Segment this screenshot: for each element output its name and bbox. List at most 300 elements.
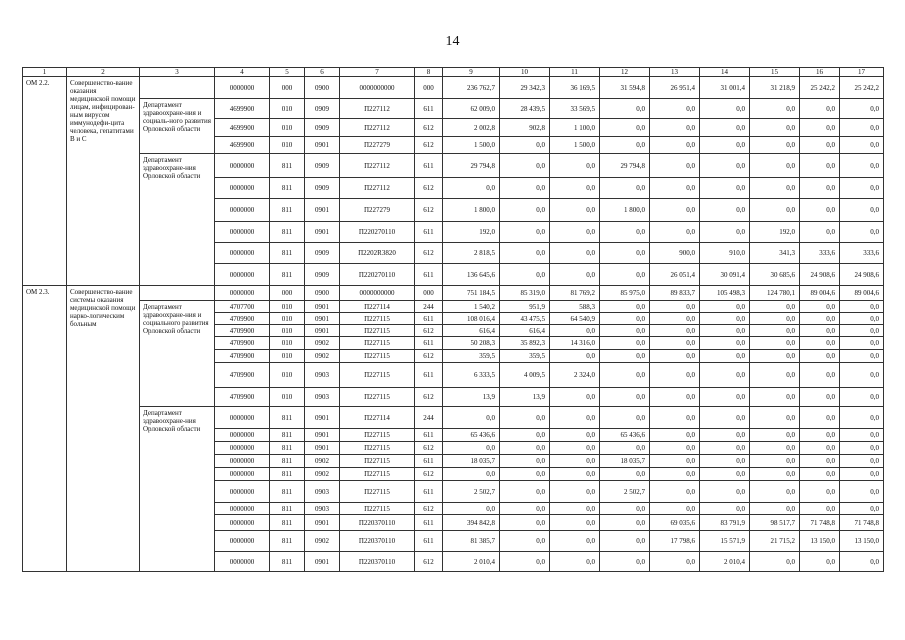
code-cell: 811 — [270, 199, 305, 222]
code-cell: 0901 — [305, 199, 340, 222]
amount-cell: 21 715,2 — [750, 531, 800, 552]
amount-cell: 0,0 — [443, 178, 500, 199]
total-row — [23, 77, 884, 99]
amount-cell: 0,0 — [800, 407, 840, 429]
amount-cell: 0,0 — [600, 99, 650, 119]
code-cell: 611 — [415, 429, 443, 442]
table-row — [23, 99, 884, 119]
amount-cell: 81 769,2 — [550, 286, 600, 301]
code-cell: 0909 — [305, 264, 340, 286]
amount-cell: 0,0 — [750, 407, 800, 429]
amount-cell: 0,0 — [750, 337, 800, 350]
code-cell: 0901 — [305, 515, 340, 531]
amount-cell: 0,0 — [650, 455, 700, 468]
code-cell: 0901 — [305, 407, 340, 429]
table-row — [23, 301, 884, 313]
amount-cell: 2 010,4 — [443, 552, 500, 572]
amount-cell: 0,0 — [800, 199, 840, 222]
amount-cell: 0,0 — [750, 154, 800, 178]
code-cell: 811 — [270, 455, 305, 468]
amount-cell: 18 035,7 — [443, 455, 500, 468]
amount-cell: 0,0 — [750, 481, 800, 503]
amount-cell: 0,0 — [650, 337, 700, 350]
amount-cell: 65 436,6 — [600, 429, 650, 442]
code-cell: 811 — [270, 154, 305, 178]
amount-cell: 13 150,0 — [840, 531, 884, 552]
amount-cell: 0,0 — [750, 178, 800, 199]
amount-cell: 0,0 — [750, 552, 800, 572]
code-cell: 0000000 — [215, 531, 270, 552]
amount-cell: 136 645,6 — [443, 264, 500, 286]
amount-cell: 0,0 — [750, 99, 800, 119]
amount-cell: 0,0 — [700, 363, 750, 388]
amount-cell: 0,0 — [750, 363, 800, 388]
code-cell: 0902 — [305, 531, 340, 552]
amount-cell: 0,0 — [650, 222, 700, 243]
amount-cell: 2 502,7 — [600, 481, 650, 503]
amount-cell: 0,0 — [550, 154, 600, 178]
amount-cell: 0,0 — [840, 313, 884, 325]
amount-cell: 0,0 — [600, 503, 650, 515]
responsible-executor: Департамент здравоохране-ния и социаль-ного развития Орловской области — [140, 99, 215, 154]
amount-cell: 0,0 — [600, 552, 650, 572]
page-number: 14 — [445, 34, 460, 49]
amount-cell: 0,0 — [700, 313, 750, 325]
amount-cell: 0,0 — [700, 388, 750, 407]
amount-cell: 616,4 — [443, 325, 500, 337]
code-cell: 612 — [415, 243, 443, 264]
amount-cell: 0,0 — [840, 468, 884, 481]
amount-cell: 0,0 — [840, 178, 884, 199]
table-row — [23, 407, 884, 429]
code-cell: 0000000 — [215, 77, 270, 99]
amount-cell: 0,0 — [650, 350, 700, 363]
amount-cell: 24 908,6 — [840, 264, 884, 286]
code-cell: 0000000 — [215, 503, 270, 515]
amount-cell: 62 009,0 — [443, 99, 500, 119]
header-cell: 3 — [140, 68, 215, 77]
amount-cell: 0,0 — [550, 325, 600, 337]
amount-cell: 902,8 — [500, 119, 550, 137]
code-cell: 010 — [270, 325, 305, 337]
amount-cell: 0,0 — [600, 264, 650, 286]
amount-cell: 35 892,3 — [500, 337, 550, 350]
header-cell: 9 — [443, 68, 500, 77]
header-cell: 8 — [415, 68, 443, 77]
amount-cell: 108 016,4 — [443, 313, 500, 325]
code-cell: 611 — [415, 481, 443, 503]
amount-cell: 0,0 — [750, 468, 800, 481]
amount-cell: 0,0 — [840, 337, 884, 350]
amount-cell: 0,0 — [500, 503, 550, 515]
code-cell: 0901 — [305, 137, 340, 154]
responsible-executor: Департамент здравоохране-ния Орловской области — [140, 154, 215, 286]
amount-cell: 0,0 — [840, 363, 884, 388]
amount-cell: 65 436,6 — [443, 429, 500, 442]
code-cell: 611 — [415, 264, 443, 286]
amount-cell: 0,0 — [550, 243, 600, 264]
amount-cell: 25 242,2 — [800, 77, 840, 99]
code-cell: 611 — [415, 337, 443, 350]
code-cell: П227115 — [340, 503, 415, 515]
code-cell: 811 — [270, 407, 305, 429]
code-cell: 0903 — [305, 503, 340, 515]
amount-cell: 28 439,5 — [500, 99, 550, 119]
code-cell: 010 — [270, 388, 305, 407]
code-cell: 0901 — [305, 301, 340, 313]
amount-cell: 0,0 — [800, 552, 840, 572]
code-cell: П227115 — [340, 442, 415, 455]
amount-cell: 105 498,3 — [700, 286, 750, 301]
code-cell: 611 — [415, 363, 443, 388]
code-cell: 612 — [415, 442, 443, 455]
amount-cell: 0,0 — [550, 442, 600, 455]
code-cell: 000 — [415, 77, 443, 99]
amount-cell: 0,0 — [650, 407, 700, 429]
header-cell: 5 — [270, 68, 305, 77]
amount-cell: 0,0 — [600, 222, 650, 243]
code-cell: 811 — [270, 429, 305, 442]
amount-cell: 0,0 — [700, 199, 750, 222]
code-cell: 0900 — [305, 286, 340, 301]
code-cell: 010 — [270, 337, 305, 350]
code-cell: 4709900 — [215, 388, 270, 407]
amount-cell: 29 794,8 — [600, 154, 650, 178]
amount-cell: 0,0 — [650, 363, 700, 388]
amount-cell: 2 502,7 — [443, 481, 500, 503]
amount-cell: 0,0 — [500, 468, 550, 481]
code-cell: 0000000 — [215, 481, 270, 503]
amount-cell: 0,0 — [650, 325, 700, 337]
amount-cell: 13,9 — [500, 388, 550, 407]
amount-cell: 0,0 — [600, 468, 650, 481]
amount-cell: 0,0 — [650, 301, 700, 313]
amount-cell: 0,0 — [600, 119, 650, 137]
responsible-empty-cell — [140, 286, 215, 301]
code-cell: П227112 — [340, 178, 415, 199]
amount-cell: 0,0 — [550, 552, 600, 572]
amount-cell: 0,0 — [550, 222, 600, 243]
amount-cell: 0,0 — [800, 350, 840, 363]
header-cell: 10 — [500, 68, 550, 77]
amount-cell: 30 091,4 — [700, 264, 750, 286]
code-cell: П227115 — [340, 481, 415, 503]
amount-cell: 0,0 — [700, 407, 750, 429]
code-cell: 811 — [270, 481, 305, 503]
amount-cell: 30 685,6 — [750, 264, 800, 286]
code-cell: 0901 — [305, 313, 340, 325]
amount-cell: 0,0 — [800, 178, 840, 199]
amount-cell: 71 748,8 — [800, 515, 840, 531]
amount-cell: 0,0 — [700, 137, 750, 154]
amount-cell: 0,0 — [443, 407, 500, 429]
amount-cell: 0,0 — [800, 137, 840, 154]
amount-cell: 0,0 — [600, 243, 650, 264]
amount-cell: 36 169,5 — [550, 77, 600, 99]
code-cell: П227115 — [340, 363, 415, 388]
code-cell: 611 — [415, 531, 443, 552]
amount-cell: 0,0 — [650, 119, 700, 137]
code-cell: П2202R3820 — [340, 243, 415, 264]
amount-cell: 0,0 — [650, 99, 700, 119]
amount-cell: 0,0 — [750, 119, 800, 137]
code-cell: 4709900 — [215, 363, 270, 388]
total-row — [23, 286, 884, 301]
amount-cell: 0,0 — [800, 363, 840, 388]
amount-cell: 0,0 — [750, 442, 800, 455]
code-cell: 0901 — [305, 552, 340, 572]
responsible-empty-cell — [140, 77, 215, 99]
code-cell: 0903 — [305, 481, 340, 503]
measure-name: Совершенство-вание системы оказания медицинской помощи нарко-логическим больным — [67, 286, 140, 572]
amount-cell: 0,0 — [750, 388, 800, 407]
amount-cell: 0,0 — [700, 337, 750, 350]
amount-cell: 31 218,9 — [750, 77, 800, 99]
amount-cell: 0,0 — [800, 154, 840, 178]
code-cell: 611 — [415, 99, 443, 119]
amount-cell: 0,0 — [650, 552, 700, 572]
amount-cell: 0,0 — [840, 455, 884, 468]
code-cell: П227115 — [340, 350, 415, 363]
amount-cell: 81 385,7 — [443, 531, 500, 552]
amount-cell: 0,0 — [840, 137, 884, 154]
code-cell: П220370110 — [340, 552, 415, 572]
code-cell: 0000000 — [215, 154, 270, 178]
amount-cell: 31 594,8 — [600, 77, 650, 99]
amount-cell: 0,0 — [700, 99, 750, 119]
code-cell: 0000000 — [215, 286, 270, 301]
code-cell: 010 — [270, 119, 305, 137]
header-cell: 11 — [550, 68, 600, 77]
amount-cell: 69 035,6 — [650, 515, 700, 531]
amount-cell: 0,0 — [650, 481, 700, 503]
header-cell: 13 — [650, 68, 700, 77]
amount-cell: 0,0 — [700, 468, 750, 481]
amount-cell: 0,0 — [840, 481, 884, 503]
amount-cell: 0,0 — [800, 337, 840, 350]
amount-cell: 0,0 — [800, 455, 840, 468]
code-cell: 0000000 — [215, 407, 270, 429]
amount-cell: 0,0 — [750, 325, 800, 337]
amount-cell: 0,0 — [700, 455, 750, 468]
code-cell: 612 — [415, 119, 443, 137]
amount-cell: 0,0 — [600, 137, 650, 154]
amount-cell: 1 800,0 — [600, 199, 650, 222]
code-cell: 0902 — [305, 455, 340, 468]
code-cell: 0000000 — [215, 442, 270, 455]
amount-cell: 0,0 — [800, 99, 840, 119]
amount-cell: 0,0 — [840, 429, 884, 442]
header-cell: 2 — [67, 68, 140, 77]
code-cell: 0902 — [305, 350, 340, 363]
amount-cell: 0,0 — [840, 301, 884, 313]
amount-cell: 2 818,5 — [443, 243, 500, 264]
amount-cell: 0,0 — [550, 515, 600, 531]
amount-cell: 0,0 — [600, 178, 650, 199]
amount-cell: 18 035,7 — [600, 455, 650, 468]
code-cell: 4699900 — [215, 137, 270, 154]
code-cell: 0909 — [305, 243, 340, 264]
amount-cell: 15 571,9 — [700, 531, 750, 552]
amount-cell: 0,0 — [600, 313, 650, 325]
code-cell: 000 — [270, 286, 305, 301]
amount-cell: 0,0 — [550, 503, 600, 515]
amount-cell: 0,0 — [600, 407, 650, 429]
budget-table — [22, 67, 884, 572]
amount-cell: 0,0 — [650, 178, 700, 199]
amount-cell: 85 319,0 — [500, 286, 550, 301]
code-cell: 244 — [415, 301, 443, 313]
code-cell: 4709900 — [215, 350, 270, 363]
code-cell: 0902 — [305, 468, 340, 481]
code-cell: П227114 — [340, 407, 415, 429]
amount-cell: 29 794,8 — [443, 154, 500, 178]
code-cell: 0000000 — [215, 178, 270, 199]
amount-cell: 0,0 — [500, 531, 550, 552]
amount-cell: 0,0 — [800, 119, 840, 137]
header-cell: 17 — [840, 68, 884, 77]
amount-cell: 751 184,5 — [443, 286, 500, 301]
code-cell: 4699900 — [215, 99, 270, 119]
amount-cell: 0,0 — [750, 350, 800, 363]
amount-cell: 0,0 — [700, 442, 750, 455]
amount-cell: 0,0 — [700, 429, 750, 442]
amount-cell: 2 002,8 — [443, 119, 500, 137]
amount-cell: 0,0 — [500, 481, 550, 503]
code-cell: 0000000 — [215, 515, 270, 531]
amount-cell: 0,0 — [800, 503, 840, 515]
amount-cell: 0,0 — [600, 350, 650, 363]
amount-cell: 64 540,9 — [550, 313, 600, 325]
amount-cell: 0,0 — [840, 388, 884, 407]
code-cell: 0000000 — [215, 455, 270, 468]
code-cell: 0000000 — [215, 468, 270, 481]
amount-cell: 0,0 — [550, 531, 600, 552]
amount-cell: 0,0 — [840, 199, 884, 222]
amount-cell: 0,0 — [800, 468, 840, 481]
amount-cell: 0,0 — [650, 429, 700, 442]
amount-cell: 89 004,6 — [800, 286, 840, 301]
code-cell: 010 — [270, 350, 305, 363]
code-cell: П220370110 — [340, 531, 415, 552]
amount-cell: 0,0 — [500, 515, 550, 531]
code-cell: 611 — [415, 222, 443, 243]
code-cell: 0909 — [305, 178, 340, 199]
code-cell: П227115 — [340, 468, 415, 481]
code-cell: 010 — [270, 313, 305, 325]
code-cell: 4709900 — [215, 325, 270, 337]
code-cell: 811 — [270, 503, 305, 515]
code-cell: П227112 — [340, 99, 415, 119]
header-cell: 1 — [23, 68, 67, 77]
code-cell: П227115 — [340, 313, 415, 325]
amount-cell: 0,0 — [840, 222, 884, 243]
code-cell: 010 — [270, 301, 305, 313]
amount-cell: 0,0 — [700, 481, 750, 503]
amount-cell: 29 342,3 — [500, 77, 550, 99]
amount-cell: 0,0 — [700, 222, 750, 243]
amount-cell: 85 975,0 — [600, 286, 650, 301]
amount-cell: 0,0 — [600, 531, 650, 552]
code-cell: 612 — [415, 350, 443, 363]
code-cell: 811 — [270, 515, 305, 531]
header-cell: 15 — [750, 68, 800, 77]
amount-cell: 0,0 — [840, 119, 884, 137]
amount-cell: 333,6 — [800, 243, 840, 264]
amount-cell: 0,0 — [550, 178, 600, 199]
header-cell: 7 — [340, 68, 415, 77]
code-cell: П220270110 — [340, 222, 415, 243]
amount-cell: 0,0 — [500, 552, 550, 572]
code-cell: П227279 — [340, 137, 415, 154]
amount-cell: 0,0 — [600, 442, 650, 455]
code-cell: 0901 — [305, 325, 340, 337]
code-cell: 611 — [415, 455, 443, 468]
amount-cell: 0,0 — [650, 503, 700, 515]
measure-id: ОМ 2.2. — [23, 77, 67, 286]
amount-cell: 89 004,6 — [840, 286, 884, 301]
amount-cell: 0,0 — [550, 199, 600, 222]
code-cell: 000 — [415, 286, 443, 301]
code-cell: 4709900 — [215, 337, 270, 350]
measure-name: Совершенство-вание оказания медицинской помощи лицам, инфицирован-ным вирусом иммунодефи-цита человека, гепатитами В и С — [67, 77, 140, 286]
amount-cell: 0,0 — [700, 325, 750, 337]
amount-cell: 1 100,0 — [550, 119, 600, 137]
amount-cell: 4 009,5 — [500, 363, 550, 388]
budget-table-body — [23, 68, 884, 572]
amount-cell: 0,0 — [600, 325, 650, 337]
code-cell: 811 — [270, 442, 305, 455]
code-cell: П227279 — [340, 199, 415, 222]
header-cell: 16 — [800, 68, 840, 77]
code-cell: 611 — [415, 313, 443, 325]
amount-cell: 951,9 — [500, 301, 550, 313]
amount-cell: 0,0 — [800, 222, 840, 243]
amount-cell: 24 908,6 — [800, 264, 840, 286]
code-cell: 811 — [270, 468, 305, 481]
amount-cell: 0,0 — [840, 325, 884, 337]
amount-cell: 33 569,5 — [550, 99, 600, 119]
amount-cell: 14 316,0 — [550, 337, 600, 350]
amount-cell: 0,0 — [500, 154, 550, 178]
amount-cell: 0,0 — [840, 99, 884, 119]
code-cell: 0903 — [305, 388, 340, 407]
amount-cell: 0,0 — [800, 313, 840, 325]
code-cell: 010 — [270, 363, 305, 388]
amount-cell: 0,0 — [750, 301, 800, 313]
amount-cell: 333,6 — [840, 243, 884, 264]
amount-cell: 0,0 — [840, 407, 884, 429]
code-cell: 811 — [270, 222, 305, 243]
code-cell: 0909 — [305, 154, 340, 178]
code-cell: 244 — [415, 407, 443, 429]
amount-cell: 0,0 — [443, 503, 500, 515]
responsible-executor: Департамент здравоохране-ния Орловской области — [140, 407, 215, 572]
code-cell: 612 — [415, 388, 443, 407]
code-cell: 0901 — [305, 442, 340, 455]
code-cell: 0903 — [305, 363, 340, 388]
code-cell: 000 — [270, 77, 305, 99]
amount-cell: 0,0 — [840, 154, 884, 178]
amount-cell: 2 010,4 — [700, 552, 750, 572]
amount-cell: 0,0 — [550, 388, 600, 407]
amount-cell: 1 500,0 — [443, 137, 500, 154]
code-cell: 4709900 — [215, 313, 270, 325]
amount-cell: 359,5 — [443, 350, 500, 363]
code-cell: 4699900 — [215, 119, 270, 137]
code-cell: 612 — [415, 552, 443, 572]
code-cell: 0000000 — [215, 243, 270, 264]
